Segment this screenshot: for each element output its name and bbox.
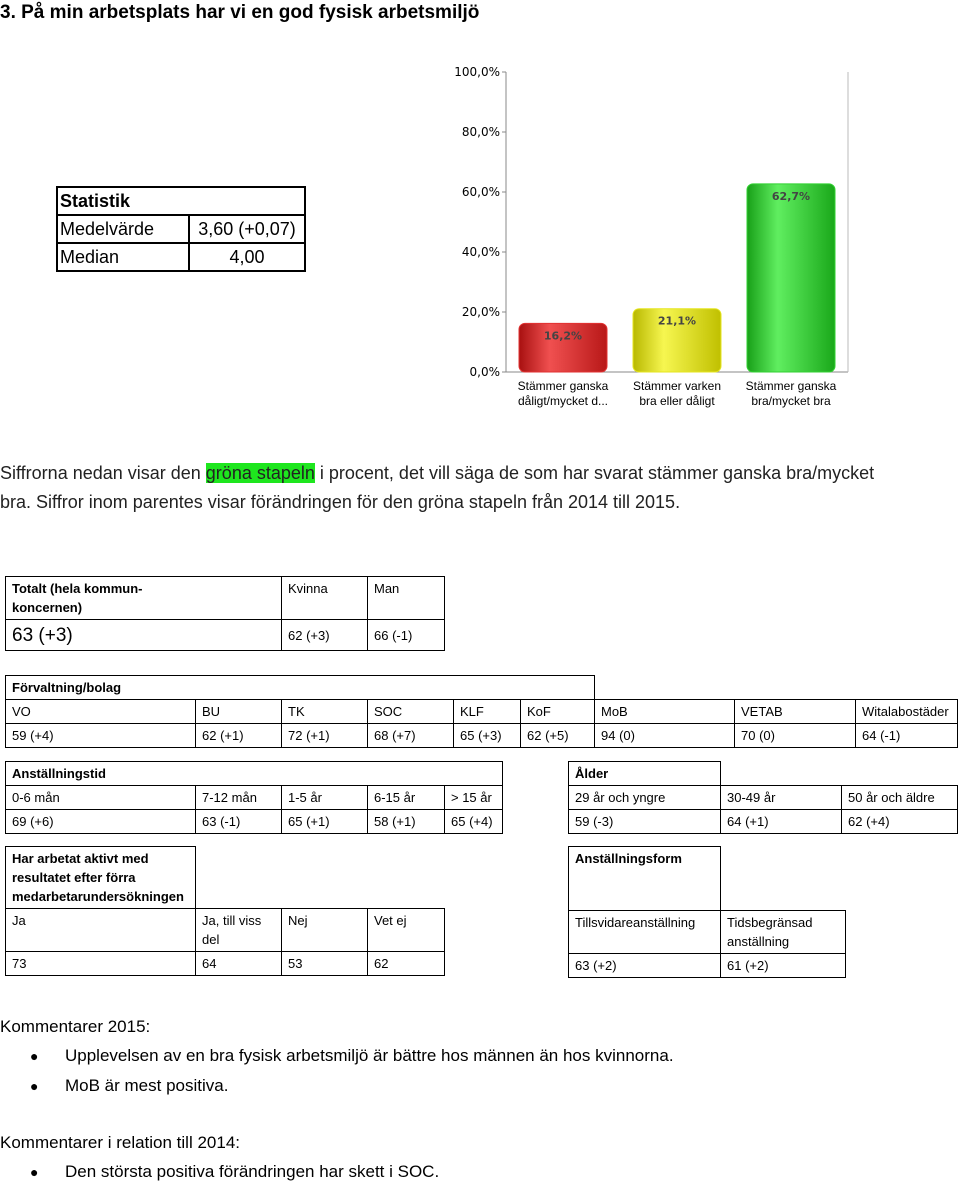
- list-item: ● Den största positiva förändringen har skett i SOC.: [30, 1157, 439, 1187]
- alder-label: 50 år och äldre: [842, 786, 958, 810]
- forvaltning-value: 65 (+3): [454, 724, 521, 748]
- statistik-label: Medelvärde: [57, 215, 189, 243]
- alder-value: 64 (+1): [721, 810, 842, 834]
- resultat-value: 73: [6, 952, 196, 976]
- totalt-header-line: koncernen): [12, 600, 83, 615]
- intro-pre: Siffrorna nedan visar den: [0, 463, 206, 483]
- kommentarer-2015-list: [30, 1041, 674, 1101]
- forvaltning-label: KLF: [454, 700, 521, 724]
- anstallningsform-value: 63 (+2): [569, 954, 721, 978]
- forvaltning-label: BU: [196, 700, 282, 724]
- intro-highlight: gröna stapeln: [205, 463, 315, 483]
- page-title: 3. På min arbetsplats har vi en god fysisk arbetsmiljö: [0, 2, 480, 23]
- resultat-value: 53: [282, 952, 368, 976]
- x-tick-label: dåligt/mycket d...: [517, 394, 609, 408]
- statistik-row: [57, 215, 305, 243]
- y-tick-label: 20,0%: [461, 305, 500, 319]
- resultat-value-row: [6, 952, 445, 976]
- bar-value-label: 16,2%: [543, 329, 583, 343]
- anstallningstid-label: > 15 år: [445, 786, 503, 810]
- resultat-value: 64: [196, 952, 282, 976]
- kvinna-value: 62 (+3): [282, 620, 368, 651]
- forvaltning-label: KoF: [521, 700, 595, 724]
- resultat-header-line: Har arbetat aktivt med: [12, 851, 149, 866]
- forvaltning-label-row: [6, 700, 958, 724]
- totalt-table: [5, 576, 445, 651]
- forvaltning-header: Förvaltning/bolag: [6, 676, 595, 700]
- anstallningstid-header: Anställningstid: [6, 762, 503, 786]
- y-tick-label: 0,0%: [469, 365, 500, 379]
- anstallningsform-label-row: [569, 911, 846, 954]
- anstallningstid-table: [5, 761, 503, 834]
- forvaltning-value: 62 (+1): [196, 724, 282, 748]
- forvaltning-value-row: [6, 724, 958, 748]
- kommentarer-2015-heading: Kommentarer 2015:: [0, 1017, 151, 1036]
- resultat-label: Vet ej: [368, 909, 445, 952]
- bar-chart: [440, 62, 850, 412]
- statistik-value: 4,00: [189, 243, 305, 271]
- alder-label: 30-49 år: [721, 786, 842, 810]
- anstallningstid-value: 63 (-1): [196, 810, 282, 834]
- intro-post: i procent, det vill säga de som har svarat stämmer ganska bra/mycket: [314, 463, 875, 483]
- list-item: ● MoB är mest positiva.: [30, 1071, 674, 1101]
- kommentarer-2014-list: [30, 1157, 439, 1187]
- forvaltning-label: MoB: [595, 700, 735, 724]
- alder-value: 62 (+4): [842, 810, 958, 834]
- forvaltning-value: 59 (+4): [6, 724, 196, 748]
- empty-cell: [196, 847, 445, 909]
- forvaltning-value: 70 (0): [735, 724, 856, 748]
- forvaltning-label: TK: [282, 700, 368, 724]
- empty-cell: [721, 847, 846, 911]
- resultat-label-row: [6, 909, 445, 952]
- bar-value-label: 21,1%: [657, 314, 697, 328]
- chart-bars: [519, 184, 835, 372]
- forvaltning-value: 72 (+1): [282, 724, 368, 748]
- resultat-header-line: medarbetarundersökningen: [12, 889, 184, 904]
- list-item: ● Upplevelsen av en bra fysisk arbetsmiljö är bättre hos männen än hos kvinnorna.: [30, 1041, 674, 1071]
- anstallningsform-label: Tidsbegränsad anställning: [721, 911, 846, 954]
- statistik-label: Median: [57, 243, 189, 271]
- anstallningstid-value: 69 (+6): [6, 810, 196, 834]
- man-value: 66 (-1): [368, 620, 445, 651]
- resultat-header: [6, 847, 196, 909]
- bar: [747, 184, 835, 372]
- kommentarer-2014-heading: Kommentarer i relation till 2014:: [0, 1133, 241, 1152]
- alder-header: Ålder: [569, 762, 721, 786]
- y-tick-label: 40,0%: [461, 245, 500, 259]
- resultat-label: Nej: [282, 909, 368, 952]
- statistik-row: [57, 243, 305, 271]
- resultat-table: [5, 846, 445, 976]
- forvaltning-label: SOC: [368, 700, 454, 724]
- x-tick-label: Stämmer varken: [632, 379, 722, 393]
- anstallningsform-label: Tillsvidareanställning: [569, 911, 721, 954]
- anstallningstid-value: 65 (+1): [282, 810, 368, 834]
- anstallningsform-value-row: [569, 954, 846, 978]
- anstallningstid-label: 1-5 år: [282, 786, 368, 810]
- anstallningstid-value: 65 (+4): [445, 810, 503, 834]
- anstallningstid-value: 58 (+1): [368, 810, 445, 834]
- totalt-header: [6, 577, 282, 620]
- alder-label: 29 år och yngre: [569, 786, 721, 810]
- anstallningstid-label: 0-6 mån: [6, 786, 196, 810]
- x-tick-label: Stämmer ganska: [745, 379, 837, 393]
- statistik-table: [56, 186, 306, 272]
- x-tick-label: bra eller dåligt: [639, 394, 715, 408]
- alder-value-row: [569, 810, 958, 834]
- man-label: Man: [368, 577, 445, 620]
- intro-line-1: [0, 463, 960, 484]
- forvaltning-value: 62 (+5): [521, 724, 595, 748]
- anstallningsform-header: Anställningsform: [569, 847, 721, 911]
- alder-label-row: [569, 786, 958, 810]
- anstallningsform-table: [568, 846, 846, 978]
- forvaltning-label: VETAB: [735, 700, 856, 724]
- x-tick-label: Stämmer ganska: [517, 379, 609, 393]
- resultat-header-line: resultatet efter förra: [12, 870, 136, 885]
- empty-cell: [595, 676, 958, 700]
- alder-table: [568, 761, 958, 834]
- alder-value: 59 (-3): [569, 810, 721, 834]
- y-tick-label: 80,0%: [461, 125, 500, 139]
- forvaltning-value: 68 (+7): [368, 724, 454, 748]
- anstallningstid-value-row: [6, 810, 503, 834]
- forvaltning-table: [5, 675, 958, 748]
- forvaltning-value: 64 (-1): [856, 724, 958, 748]
- statistik-header-row: [57, 187, 305, 215]
- empty-cell: [721, 762, 958, 786]
- kvinna-label: Kvinna: [282, 577, 368, 620]
- resultat-label: Ja, till viss del: [196, 909, 282, 952]
- forvaltning-label: Witalabostäder: [856, 700, 958, 724]
- totalt-header-line: Totalt (hela kommun-: [12, 581, 143, 596]
- intro-line-2: bra. Siffror inom parentes visar förändringen för den gröna stapeln från 2014 till 2015.: [0, 492, 681, 512]
- anstallningstid-label-row: [6, 786, 503, 810]
- y-tick-label: 100,0%: [454, 65, 500, 79]
- y-tick-label: 60,0%: [461, 185, 500, 199]
- anstallningstid-label: 6-15 år: [368, 786, 445, 810]
- anstallningsform-value: 61 (+2): [721, 954, 846, 978]
- resultat-value: 62: [368, 952, 445, 976]
- statistik-header: Statistik: [57, 187, 305, 215]
- resultat-label: Ja: [6, 909, 196, 952]
- forvaltning-value: 94 (0): [595, 724, 735, 748]
- anstallningstid-label: 7-12 mån: [196, 786, 282, 810]
- x-tick-label: bra/mycket bra: [751, 394, 831, 408]
- bar-value-label: 62,7%: [771, 189, 811, 203]
- totalt-value: 63 (+3): [6, 620, 282, 651]
- statistik-value: 3,60 (+0,07): [189, 215, 305, 243]
- forvaltning-label: VO: [6, 700, 196, 724]
